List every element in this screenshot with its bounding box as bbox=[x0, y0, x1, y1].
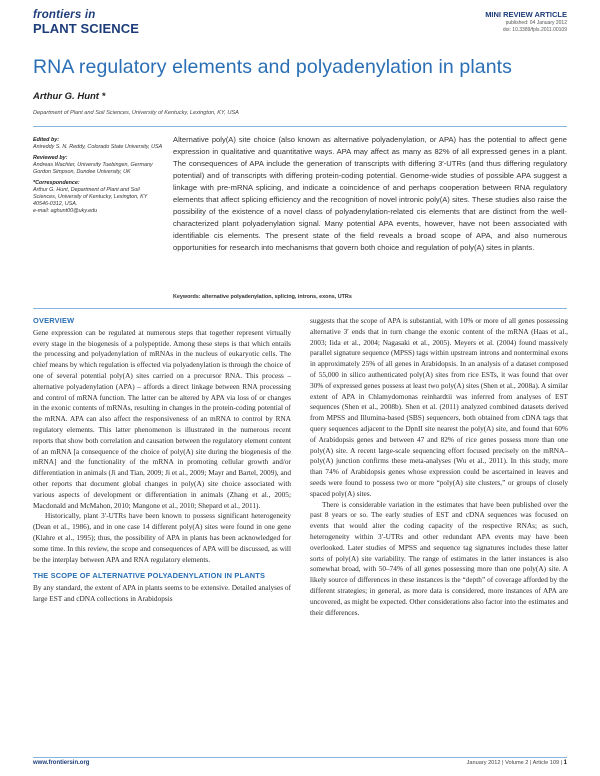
article-type: MINI REVIEW ARTICLE bbox=[485, 10, 567, 19]
body-paragraph: suggests that the scope of APA is substantial, with 10% or more of all genes possessing alternative 3′ ends that in turn change the exonic content of the mRNA (Haas et al., 2003; Iida et al., 2004; Nagasaki et al., 2005). Meyers et al. (2004) found massively parallel signature sequence (MPSS) tags within upstream introns and nonterminal exons in approximately 25% of all genes in Arabidopsis. In an analysis of a dataset composed of 55,000 in silico authenticated poly(A) sites from rice ESTs, it was found that over 30% of expressed genes possess at least two poly(A) sites (Shen et al., 2008a). A similar extent of APA in Chlamydomonas reinhardtii was inferred from analyses of EST sequences (Shen et al., 2008b). Shen et al. (2011) analyzed combined datasets derived from MPSS and Illumina-based (SBS) sequencers, both obtained from cDNA tags that query sequences adjacent to the DpnII site nearest the poly(A) site, and found that 60% of Arabidopsis genes and between 47 and 82% of rice genes possess more than one poly(A) site. A recent large-scale sequencing effort focused precisely on the mRNA–poly(A) junction confirms these meta-analyses (Wu et al., 2011). In this study, more than 74% of Arabidopsis genes whose expression could be ascertained in leaves and seeds were found to possess two or more “poly(A) site clusters,” or groups of closely spaced poly(A) sites. bbox=[310, 316, 568, 498]
keywords: Keywords: alternative polyadenylation, splicing, introns, exons, UTRs bbox=[173, 294, 352, 300]
footer-divider bbox=[33, 757, 567, 758]
section-heading-overview: OVERVIEW bbox=[33, 316, 75, 325]
journal-logo-top: frontiers in bbox=[33, 9, 96, 21]
page-title: RNA regulatory elements and polyadenylation in plants bbox=[33, 56, 513, 78]
reviewer: Gordon Simpson, Dundee University, UK bbox=[33, 169, 131, 175]
correspondence-address: Arthur G. Hunt, Department of Plant and Soil Sciences, University of Kentucky, Lexington, KY 40546-0312, USA. bbox=[33, 187, 148, 207]
journal-logo-bottom: PLANT SCIENCE bbox=[33, 21, 140, 36]
publication-info bbox=[503, 20, 567, 34]
body-paragraph: By any standard, the extent of APA in plants seems to be extensive. Detailed analyses of large EST and cDNA collections in Arabidopsis bbox=[33, 583, 291, 603]
edited-by-label: Edited by: bbox=[33, 137, 60, 143]
abstract-divider bbox=[33, 308, 567, 309]
footer-citation bbox=[467, 760, 567, 766]
body-paragraph: Historically, plant 3′-UTRs have been known to possess significant heterogeneity (Dean et al., 1986), and in one case 14 different poly(A) sites were found in one gene (Klahre et al., 1995); thus, the possibility of APA in plants has been acknowledged for some time. In this review, the scope and consequences of APA will be discussed, as will be the interplay between APA and RNA regulatory elements. bbox=[33, 511, 291, 564]
correspondence-label: *Correspondence: bbox=[33, 180, 80, 186]
right-column bbox=[310, 316, 568, 698]
page-number: 1 bbox=[563, 760, 567, 766]
doi[interactable]: doi: 10.3389/fpls.2011.00109 bbox=[502, 27, 567, 33]
author-affiliation: Department of Plant and Soil Sciences, University of Kentucky, Lexington, KY, USA bbox=[33, 110, 239, 116]
published-date: published: 04 January 2012 bbox=[505, 20, 567, 26]
footer-website[interactable]: www.frontiersin.org bbox=[33, 760, 90, 766]
reviewer: Andreas Wachter, University Tuebingen, Germany bbox=[33, 162, 153, 168]
body-paragraph: There is considerable variation in the estimates that have been published over the past 8 years or so. The early studies of EST and cDNA sequences was focused on events that would alter the coding capacity of the respective RNAs; as such, heterogeneity within 3′-UTRs and other redundant APA events may have been overlooked. Later studies of MPSS and sequence tag signatures includes these latter sorts of poly(A) site variability. The range of estimates in the latter instances is also somewhat broad, with 50–74% of all genes possessing more than one poly(A) site. A likely source of differences in these instances is the “depth” of coverage afforded by the different strategies; in general, as more data is considered, more instances of APA are uncovered, as might be expected. Other considerations also factor into the estimates and their differences. bbox=[310, 499, 568, 617]
header-divider bbox=[33, 126, 567, 127]
sidebar bbox=[33, 137, 163, 215]
section-heading-scope: THE SCOPE OF ALTERNATIVE POLYADENYLATION IN PLANTS bbox=[33, 571, 266, 581]
author-name: Arthur G. Hunt * bbox=[33, 91, 106, 102]
body-paragraph: Gene expression can be regulated at numerous steps that together represent virtually every stage in the biogenesis of a polypeptide. Among these steps is that which entails the processing and polyadenylation of mRNAs in the nucleus of eukaryotic cells. The chief means by which regulation is effected via polyadenylation is through the choice of one of several potential poly(A) sites carried on a precursor RNA. This process – alternative polyadenylation (APA) – affords a direct linkage between RNA processing and control of mRNA function. The latter can be altered by APA via loss of or changes in the exonic contents of mRNAs, resulting in changes in the protein-coding potential of the mRNA. APA can also affect the responsiveness of an mRNA to control by RNA regulatory elements. This latter phenomenon is illustrated in the numerous recent reports that show both correlation and causation between the regulatory element content of an mRNA [a consequence of the choice of poly(A) site during the biogenesis of the mRNA] and the functionality of the mRNA in promoting cellular growth and/or differentiation in animals (Ji and Tian, 2009; Ji et al., 2009; Mayr and Bartel, 2009), and other reports that document global changes in poly(A) site choice associated with various aspects of development or differentiation in animals (Zhang et al., 2005; Macdonald and McMahon, 2010; Mangone et al., 2010; Shepard et al., 2011). bbox=[33, 327, 291, 510]
abstract: Alternative poly(A) site choice (also known as alternative polyadenylation, or APA) has the potential to affect gene expression in qualitative and quantitative ways. APA may affect as many as 82% of all expressed genes in a plant. The consequences of APA include the generation of transcripts with differing 3′-UTRs (and thus differing regulatory potential) and of transcripts with differing protein-coding potential. Genome-wide studies of possible APA suggest a linkage with pre-mRNA splicing, and indicate a coincidence of and perhaps cooperation between RNA regulatory elements that affect splicing efficiency and the recognition of novel intronic poly(A) sites. These studies also raise the possibility of the existence of a novel class of polyadenylation-related cis elements that are distinct from the well-characterized plant polyadenylation signal. Many potential APA events, however, have not been associated with identifiable cis elements. The present state of the field reveals a broad scope of APA, and also numerous opportunities for research into mechanisms that govern both choice and regulation of poly(A) sites in plants. bbox=[173, 135, 567, 252]
editor: Anireddy S. N. Reddy, Colorado State University, USA bbox=[33, 144, 163, 150]
left-column bbox=[33, 316, 291, 698]
reviewed-by-label: Reviewed by: bbox=[33, 155, 68, 161]
citation-text: January 2012 | Volume 2 | Article 109 | bbox=[466, 760, 563, 766]
correspondence-email[interactable]: e-mail: aghunt00@uky.edu bbox=[33, 208, 98, 214]
